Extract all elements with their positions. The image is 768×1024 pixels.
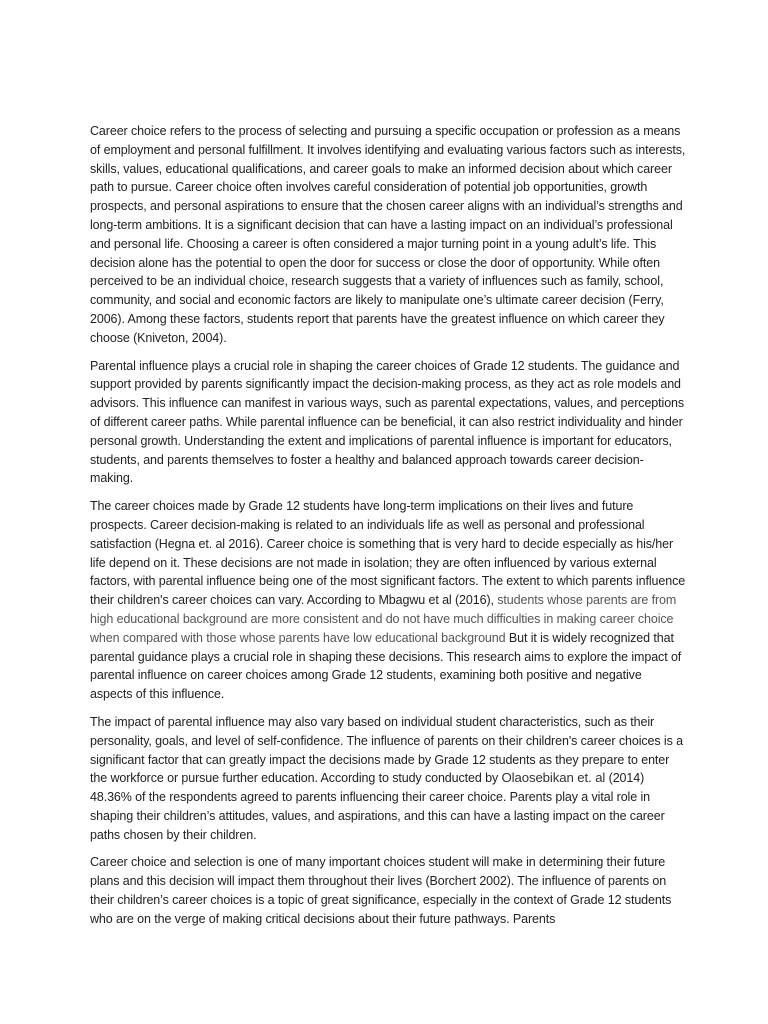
paragraph-4-citation-author: Olaosebikan et. al xyxy=(501,770,606,786)
paragraph-3-text-b: But it is widely recognized that parental guidance plays a crucial role in shaping these decisions. This research aims to explore the impact of parental influence on career choices among Grade 12 students, examining both positive and negative aspects of this influence. xyxy=(90,630,682,702)
paragraph-career-choice-definition: Career choice refers to the process of selecting and pursuing a specific occupation or profession as a means of employment and personal fulfillment. It involves identifying and evaluating various factors such as interests, skills, values, educational qualifications, and career goals to make an informed decision about which career path to pursue. Career choice often involves careful consideration of potential job opportunities, growth prospects, and personal aspirations to ensure that the chosen career aligns with an individual’s strengths and long-term ambitions. It is a significant decision that can have a lasting impact on an individual’s professional and personal life. Choosing a career is often considered a major turning point in a young adult’s life. This decision alone has the potential to open the door for success or close the door of opportunity. While often perceived to be an individual choice, research suggests that a variety of influences such as family, school, community, and social and economic factors are likely to manipulate one’s ultimate career decision (Ferry, 2006). Among these factors, students report that parents have the greatest influence on which career they choose (Kniveton, 2004). xyxy=(90,124,686,345)
paragraph-career-selection: Career choice and selection is one of many important choices student will make in determining their future plans and this decision will impact them throughout their lives (Borchert 2002). The influence of parents on their children’s career choices is a topic of great significance, especially in the context of Grade 12 students who are on the verge of making critical decisions about their future pathways. Parents xyxy=(90,855,672,926)
paragraph-student-characteristics xyxy=(90,713,686,845)
paragraph-4-text-a: The impact of parental influence may also vary based on individual student characteristics, such as their personality, goals, and level of self-confidence. The influence of parents on their children's career choices is a significant factor that can greatly impact the decisions made by Grade 12 students as they prepare to enter the workforce or pursue further education. According to study conducted by xyxy=(90,714,683,786)
paragraph-long-term-implications xyxy=(90,497,686,704)
paragraph-4-text-b: (2014) 48.36% of the respondents agreed to parents influencing their career choice. Parents play a vital role in shaping their children’s attitudes, values, and aspirations, and this can have a lasting impact on the career paths chosen by their children. xyxy=(90,771,665,842)
paragraph-3-text-a: The career choices made by Grade 12 students have long-term implications on their lives and future prospects. Career decision-making is related to an individuals life as well as personal and professional satisfaction (Hegna et. al 2016). Career choice is something that is very hard to decide especially as his/her life depend on it. These decisions are not made in isolation; they are often influenced by various external factors, with parental influence being one of the most significant factors. The extent to which parents influence their children's career choices can vary. According to Mbagwu et al (2016), xyxy=(90,499,686,608)
paragraph-3-quoted-finding: students whose parents are from high educational background are more consistent and do not have much difficulties in making career choice when compared with those whose parents have low educational background xyxy=(90,593,677,645)
paragraph-parental-influence: Parental influence plays a crucial role in shaping the career choices of Grade 12 students. The guidance and support provided by parents significantly impact the decision-making process, as they act as role models and advisors. This influence can manifest in various ways, such as parental expectations, values, and perceptions of different career paths. While parental influence can be beneficial, it can also restrict individuality and hinder personal growth. Understanding the extent and implications of parental influence is important for educators, students, and parents themselves to foster a healthy and balanced approach towards career decision-making. xyxy=(90,358,685,486)
document-body xyxy=(90,122,686,938)
